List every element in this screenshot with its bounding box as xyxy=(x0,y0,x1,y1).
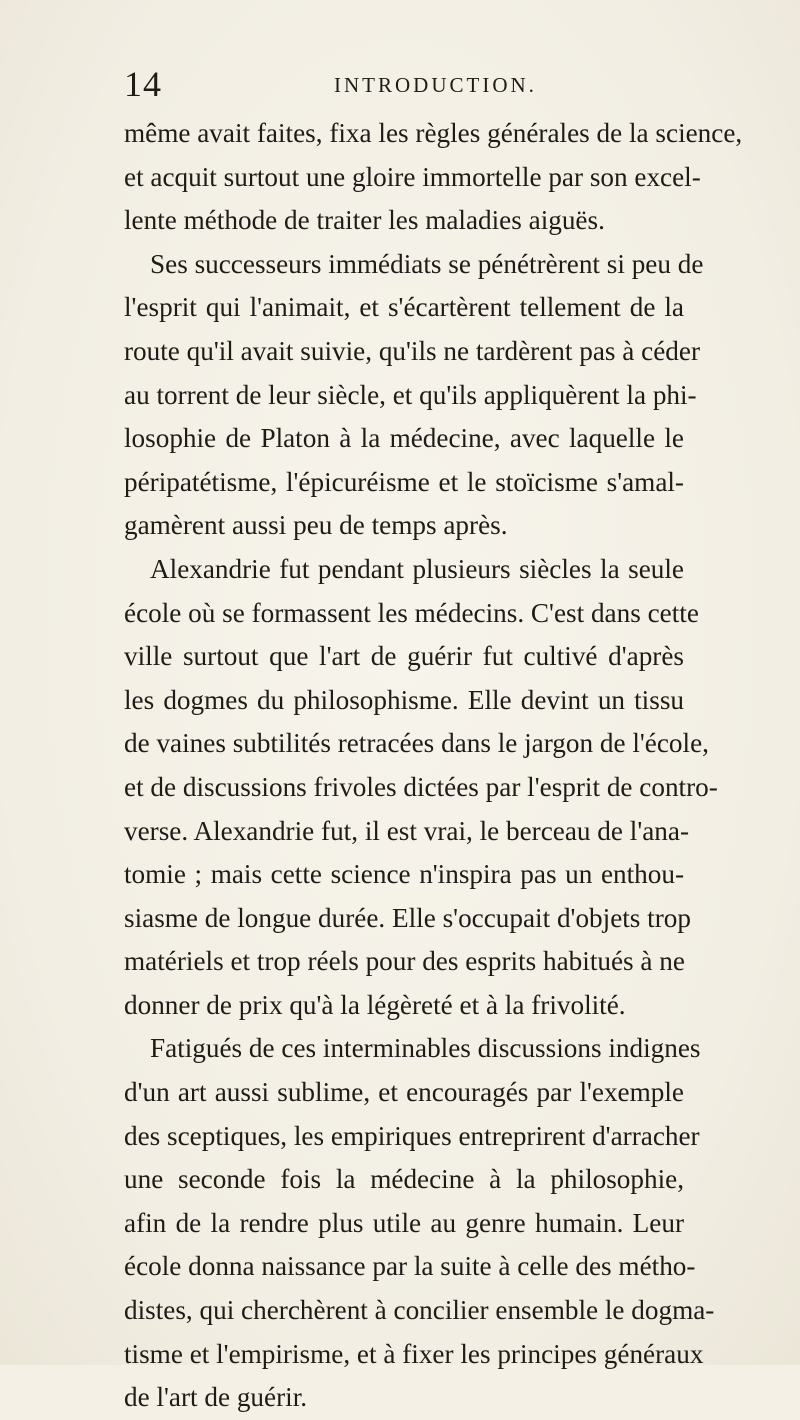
body-text xyxy=(124,112,743,1420)
text-line: l'esprit qui l'animait, et s'écartèrent tellement de la xyxy=(124,292,684,323)
running-head: INTRODUCTION. xyxy=(334,73,537,97)
text-line: école où se formassent les médecins. C'est dans cette xyxy=(124,597,699,628)
text-line: école donna naissance par la suite à celle des métho- xyxy=(124,1251,696,1282)
text-line: tisme et l'empirisme, et à fixer les principes généraux xyxy=(124,1338,704,1369)
text-line: ville surtout que l'art de guérir fut cultivé d'après xyxy=(124,641,684,672)
text-line: de l'art de guérir. xyxy=(124,1382,308,1413)
text-line: gamèrent aussi peu de temps après. xyxy=(124,510,508,541)
text-line: matériels et trop réels pour des esprits habitués à ne xyxy=(124,946,685,977)
text-line: losophie de Platon à la médecine, avec laquelle le xyxy=(124,423,684,454)
text-line: Alexandrie fut pendant plusieurs siècles la seule xyxy=(150,553,684,584)
text-line: péripatétisme, l'épicuréisme et le stoïcisme s'amal- xyxy=(124,466,684,497)
page-number: 14 xyxy=(124,64,162,104)
text-line: et de discussions frivoles dictées par l'esprit de contro- xyxy=(124,771,718,802)
text-line: verse. Alexandrie fut, il est vrai, le berceau de l'ana- xyxy=(124,815,690,846)
text-line: route qu'il avait suivie, qu'ils ne tardèrent pas à céder xyxy=(124,335,700,366)
text-line: donner de prix qu'à la légèreté et à la frivolité. xyxy=(124,989,626,1020)
text-line: des sceptiques, les empiriques entreprirent d'arracher xyxy=(124,1120,700,1151)
text-line: afin de la rendre plus utile au genre humain. Leur xyxy=(124,1207,684,1238)
text-line: et acquit surtout une gloire immortelle par son excel- xyxy=(124,161,701,192)
text-line: au torrent de leur siècle, et qu'ils appliquèrent la phi- xyxy=(124,379,697,410)
text-line: même avait faites, fixa les règles générales de la science, xyxy=(124,118,743,148)
text-line: distes, qui cherchèrent à concilier ensemble le dogma- xyxy=(124,1295,715,1326)
text-line: Ses successeurs immédiats se pénétrèrent si peu de xyxy=(150,248,704,279)
text-line: tomie ; mais cette science n'inspira pas un enthou- xyxy=(124,859,684,890)
text-line: lente méthode de traiter les maladies aiguës. xyxy=(124,205,605,236)
page-header xyxy=(124,62,684,112)
text-line: siasme de longue durée. Elle s'occupait d'objets trop xyxy=(124,902,691,933)
text-line: les dogmes du philosophisme. Elle devint un tissu xyxy=(124,684,684,715)
text-line: d'un art aussi sublime, et encouragés par l'exemple xyxy=(124,1077,684,1108)
text-line: Fatigués de ces interminables discussions indignes xyxy=(150,1033,701,1064)
text-line: de vaines subtilités retracées dans le jargon de l'école, xyxy=(124,728,709,759)
text-line: une seconde fois la médecine à la philosophie, xyxy=(124,1164,684,1195)
